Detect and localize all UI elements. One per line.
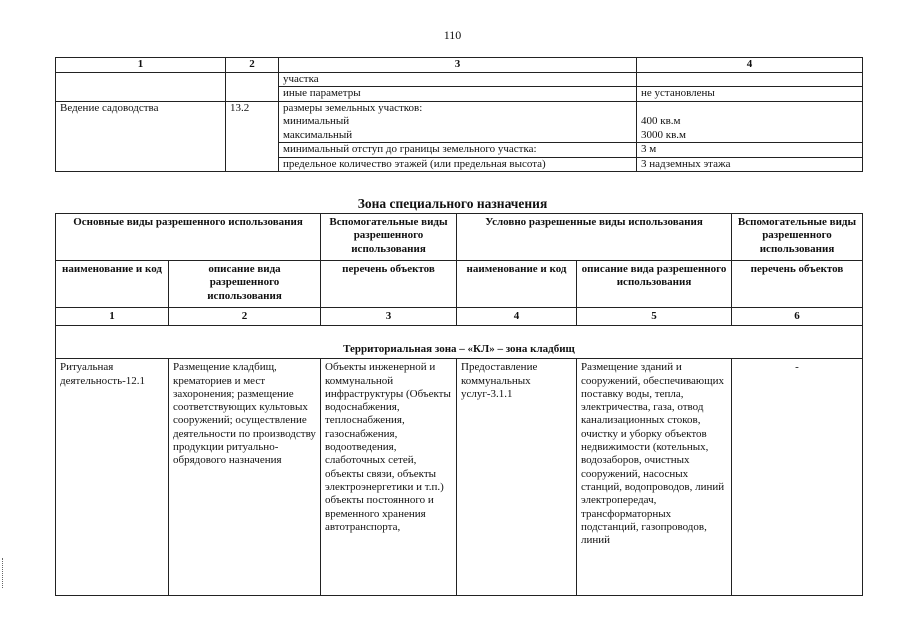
column-number: 4 [457, 308, 577, 326]
column-number: 3 [279, 58, 637, 73]
table-cell: Ритуальная деятельность-12.1 [56, 359, 169, 596]
table-cell: Ведение садоводства [56, 101, 226, 115]
conditional-uses-header: Условно разрешенные виды использования [457, 214, 732, 261]
table-cell: 3 м [637, 143, 863, 158]
description-header: описание вида разрешенного использования [577, 261, 732, 308]
sub-header-row [56, 261, 863, 308]
table-cell [56, 115, 226, 129]
column-numbers-row [56, 308, 863, 326]
main-uses-header: Основные виды разрешенного использования [56, 214, 321, 261]
parameters-table [55, 57, 863, 172]
table-cell [56, 72, 226, 87]
table-cell [226, 129, 279, 143]
table-cell: минимальный [279, 115, 637, 129]
table-cell [56, 129, 226, 143]
column-number: 1 [56, 58, 226, 73]
table-cell: размеры земельных участков: [279, 101, 637, 115]
table-cell [56, 143, 226, 158]
table-cell: Объекты инженерной и коммунальной инфраструктуры (Объекты водоснабжения, теплоснабжения, газоснабжения, водоотведения, слаботочных сетей, объекты связи, объекты электроэнергетики и т.п.) объекты постоянного и временного хранения автотранспорта, [321, 359, 457, 596]
table-cell: 3 надземных этажа [637, 157, 863, 172]
column-number: 3 [321, 308, 457, 326]
column-number: 5 [577, 308, 732, 326]
auxiliary-uses-header: Вспомогательные виды разрешенного использования [732, 214, 863, 261]
table-cell [226, 72, 279, 87]
table-row [56, 129, 863, 143]
column-number: 2 [169, 308, 321, 326]
table-cell: 400 кв.м [637, 115, 863, 129]
table-cell: минимальный отступ до границы земельного участка: [279, 143, 637, 158]
table-row [56, 115, 863, 129]
table-cell: 3000 кв.м [637, 129, 863, 143]
column-number: 6 [732, 308, 863, 326]
table-cell: 13.2 [226, 101, 279, 115]
table-cell [56, 157, 226, 172]
table-cell [226, 87, 279, 102]
table-cell [637, 101, 863, 115]
table-row [56, 72, 863, 87]
table-cell: предельное количество этажей (или предельная высота) [279, 157, 637, 172]
objects-list-header: перечень объектов [732, 261, 863, 308]
table-header-row [56, 58, 863, 73]
name-code-header: наименование и код [457, 261, 577, 308]
table-row [56, 143, 863, 158]
table-row [56, 359, 863, 596]
scan-edge-mark [2, 558, 7, 588]
zone-title: Зона специального назначения [357, 196, 548, 211]
table-cell: Размещение зданий и сооружений, обеспечивающих поставку воды, тепла, электричества, газа, отвод канализационных стоков, очистку и уборку объектов недвижимости (котельных, водозаборов, очистных сооружений, насосных станций, водопроводов, линий электропередач, трансформаторных подстанций, газопроводов, линий [577, 359, 732, 596]
table-cell [226, 157, 279, 172]
table-cell: Размещение кладбищ, крематориев и мест захоронения; размещение соответствующих культовых сооружений; осуществление деятельности по производству продукции ритуально-обрядового назначения [169, 359, 321, 596]
page-number: 110 [443, 28, 462, 42]
table-cell [56, 87, 226, 102]
column-number: 1 [56, 308, 169, 326]
table-cell [226, 115, 279, 129]
table-cell: участка [279, 72, 637, 87]
table-cell [226, 143, 279, 158]
description-header: описание вида разрешенного использования [169, 261, 321, 308]
objects-list-header: перечень объектов [321, 261, 457, 308]
table-cell [637, 72, 863, 87]
column-number: 4 [637, 58, 863, 73]
auxiliary-uses-header: Вспомогательные виды разрешенного использования [321, 214, 457, 261]
table-row [56, 101, 863, 115]
table-cell: не установлены [637, 87, 863, 102]
table-cell: - [732, 359, 863, 596]
territory-title: Территориальная зона – «КЛ» – зона кладбищ [56, 326, 863, 359]
table-cell: максимальный [279, 129, 637, 143]
table-row [56, 87, 863, 102]
group-header-row [56, 214, 863, 261]
zone-usage-table [55, 213, 863, 596]
table-cell: Предоставление коммунальных услуг-3.1.1 [457, 359, 577, 596]
territory-row [56, 326, 863, 359]
name-code-header: наименование и код [56, 261, 169, 308]
table-row [56, 157, 863, 172]
table-cell: иные параметры [279, 87, 637, 102]
column-number: 2 [226, 58, 279, 73]
